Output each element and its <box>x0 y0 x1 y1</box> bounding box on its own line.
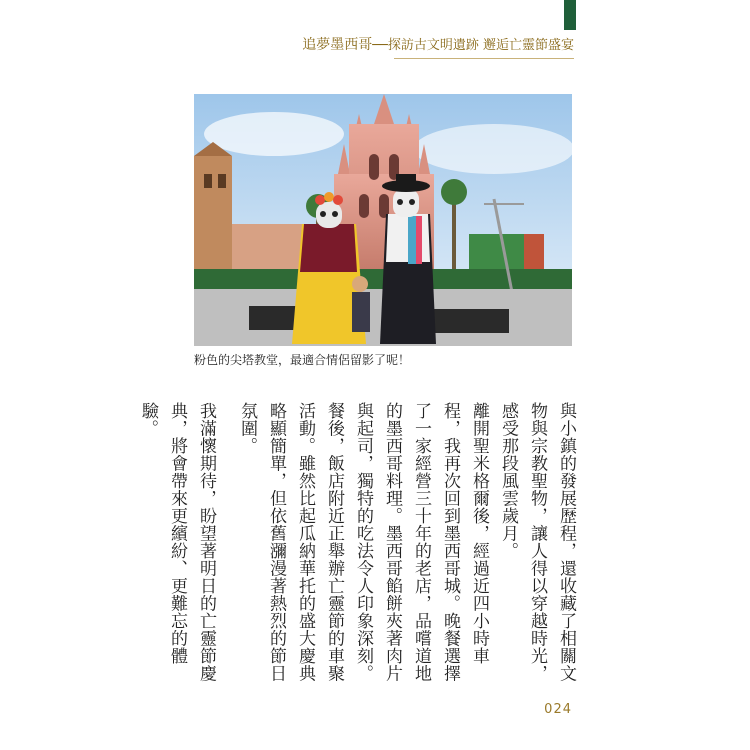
chapter-edge-bar <box>564 0 576 30</box>
running-header <box>302 34 574 54</box>
church-photo <box>194 94 572 346</box>
paragraph-3: 我滿懷期待，盼望著明日的亡靈節慶典，將會帶來更繽紛、更難忘的體驗。 <box>138 402 216 682</box>
book-title: 追夢墨西哥 <box>302 37 373 53</box>
paragraph-2: 離開聖米格爾後，經過近四小時車程，我再次回到墨西哥城。晚餐選擇了一家經營三十年的老店，品嚐道地的墨西哥料理。墨西哥餡餅夾著肉片與起司，獨特的吃法令人印象深刻。餐後，飯店附近正舉辦亡靈節的車聚活動。雖然比起瓜納華托的盛大慶典略顯簡單，但依舊瀰漫著熱烈的節日氛圍。 <box>237 402 489 682</box>
book-subtitle: ──探訪古文明遺跡 邂逅亡靈節盛宴 <box>372 38 574 53</box>
photo-caption: 粉色的尖塔教堂，最適合情侶留影了呢！ <box>194 353 411 367</box>
body-text <box>138 402 580 682</box>
header-rule <box>394 58 574 59</box>
paragraph-1: 與小鎮的發展歷程，還收藏了相關文物與宗教聖物，讓人得以穿越時光，感受那段風雲歲月。 <box>498 402 576 682</box>
page-number: 024 <box>544 702 572 717</box>
